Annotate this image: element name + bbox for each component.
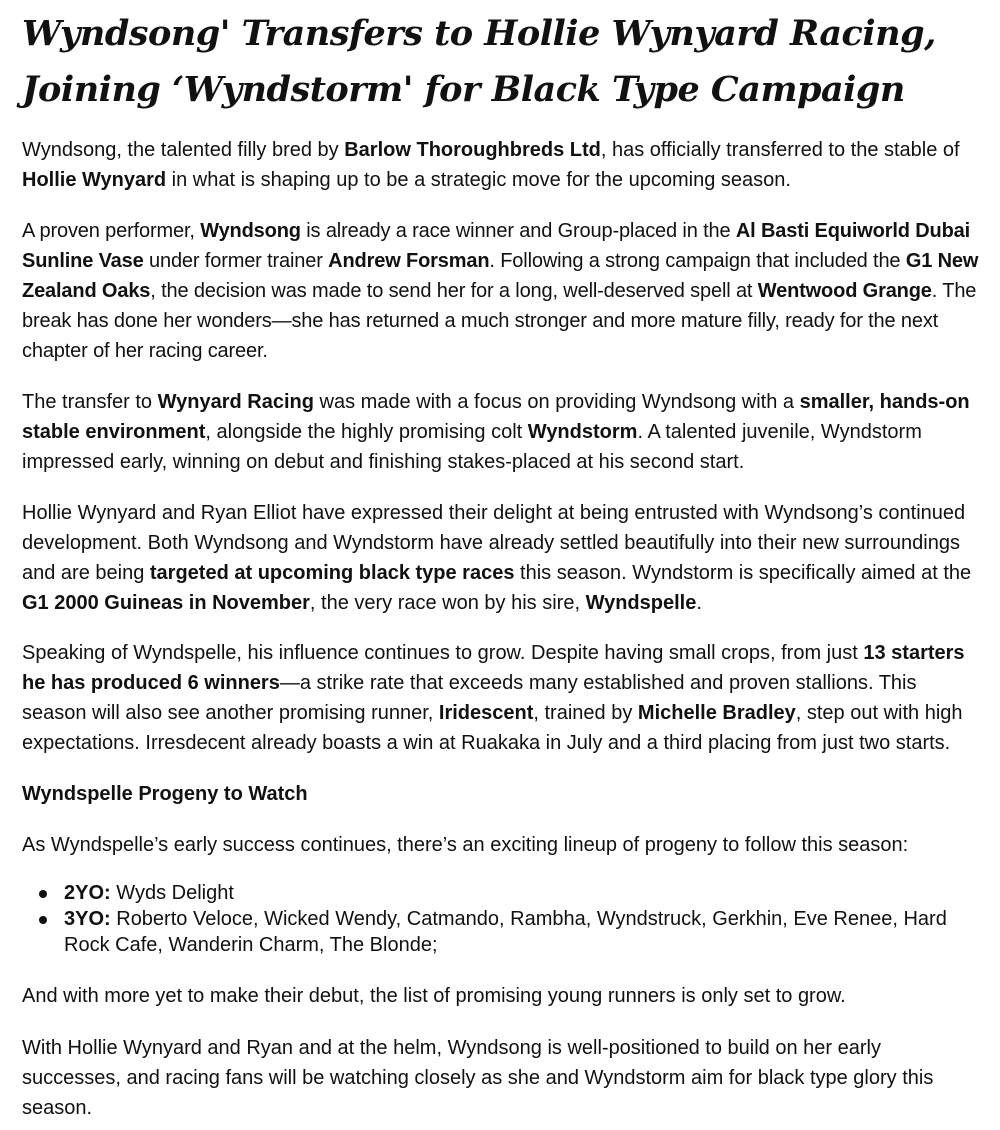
text: , alongside the highly promising colt	[205, 421, 528, 443]
paragraph-transfer	[22, 387, 982, 477]
text: this season. Wyndstorm is specifically aimed at the	[514, 562, 972, 584]
text: , step out with high expectations. Irresdecent already boasts a win at Ruakaka in July and a third placing from just two starts.	[22, 702, 963, 754]
headline-line-2: Joining ‘Wyndstorm' for Black Type Campaign	[22, 69, 905, 110]
text: Speaking of Wyndspelle, his influence continues to grow. Despite having small crops, from just	[22, 642, 864, 664]
paragraph-sire	[22, 638, 982, 758]
progeny-names: Wyds Delight	[110, 882, 234, 904]
trainer-name: Michelle Bradley	[637, 702, 796, 724]
trainer-name: Hollie Wynyard	[22, 169, 167, 191]
text: was made with a focus on providing Wyndsong with a	[313, 391, 800, 413]
text: A proven performer,	[22, 220, 201, 242]
sire-name: Wyndspelle	[585, 592, 697, 614]
text: . The break has done her wonders—she has returned a much stronger and more mature filly, ready for the next chapter of her racing career.	[22, 280, 977, 362]
article-headline	[22, 6, 982, 118]
progeny-names: Roberto Veloce, Wicked Wendy, Catmando, Rambha, Wyndstruck, Gerkhin, Eve Renee, Hard Rock Cafe, Wanderin Charm, The Blonde;	[64, 908, 947, 956]
stable-name: Wynyard Racing	[157, 391, 314, 413]
text: The transfer to	[22, 391, 158, 413]
progeny-age-label: 3YO:	[64, 908, 111, 930]
paragraph-intro	[22, 135, 982, 195]
section-subheading: Wyndspelle Progeny to Watch	[22, 783, 308, 805]
headline-line-1: Wyndsong' Transfers to Hollie Wynyard Racing,	[22, 13, 936, 54]
race-name: G1 2000 Guineas in November	[22, 592, 310, 614]
text: , the decision was made to send her for a long, well-deserved spell at	[150, 280, 758, 302]
progeny-age-label: 2YO:	[64, 882, 111, 904]
list-item	[22, 880, 982, 906]
text: , has officially transferred to the stable of	[600, 139, 960, 161]
horse-name: Wyndstorm	[527, 421, 638, 443]
paragraph-lineup: As Wyndspelle’s early success continues, there’s an exciting lineup of progeny to follow this season:	[22, 834, 909, 856]
progeny-list	[22, 880, 982, 958]
paragraph-development	[22, 498, 982, 618]
paragraph-record	[22, 216, 982, 366]
highlight-text: smaller, hands-on stable environment	[22, 391, 970, 443]
paragraph-closing: With Hollie Wynyard and Ryan and at the helm, Wyndsong is well-positioned to build on her early successes, and racing fans will be watching closely as she and Wyndstorm aim for black type glory this season.	[22, 1037, 934, 1119]
text: Hollie Wynyard and Ryan Elliot have expressed their delight at being entrusted with Wyndsong’s continued development. Both Wyndsong and Wyndstorm have already settled beautifully into their new surroundings and are being	[22, 502, 966, 584]
text: Wyndsong, the talented filly bred by	[22, 139, 345, 161]
race-name: Al Basti Equiworld Dubai Sunline Vase	[22, 220, 971, 272]
horse-name: Iridescent	[438, 702, 534, 724]
text: . Following a strong campaign that included the	[489, 250, 906, 272]
horse-name: Wyndsong	[200, 220, 301, 242]
race-name: G1 New Zealand Oaks	[22, 250, 979, 302]
text: is already a race winner and Group-placed in the	[300, 220, 736, 242]
text: .	[696, 592, 702, 614]
text: , the very race won by his sire,	[309, 592, 586, 614]
text: . A talented juvenile, Wyndstorm impressed early, winning on debut and finishing stakes-placed at his second start.	[22, 421, 922, 473]
breeder-name: Barlow Thoroughbreds Ltd	[344, 139, 601, 161]
text: —a strike rate that exceeds many established and proven stallions. This season will also see another promising runner,	[22, 672, 917, 724]
highlight-text: 13 starters he has produced 6 winners	[22, 642, 965, 694]
highlight-text: targeted at upcoming black type races	[149, 562, 515, 584]
farm-name: Wentwood Grange	[757, 280, 932, 302]
text: in what is shaping up to be a strategic move for the upcoming season.	[166, 169, 791, 191]
former-trainer-name: Andrew Forsman	[328, 250, 490, 272]
list-item	[22, 906, 982, 958]
text: , trained by	[533, 702, 638, 724]
paragraph-future: And with more yet to make their debut, the list of promising young runners is only set to grow.	[22, 985, 846, 1007]
text: under former trainer	[143, 250, 329, 272]
